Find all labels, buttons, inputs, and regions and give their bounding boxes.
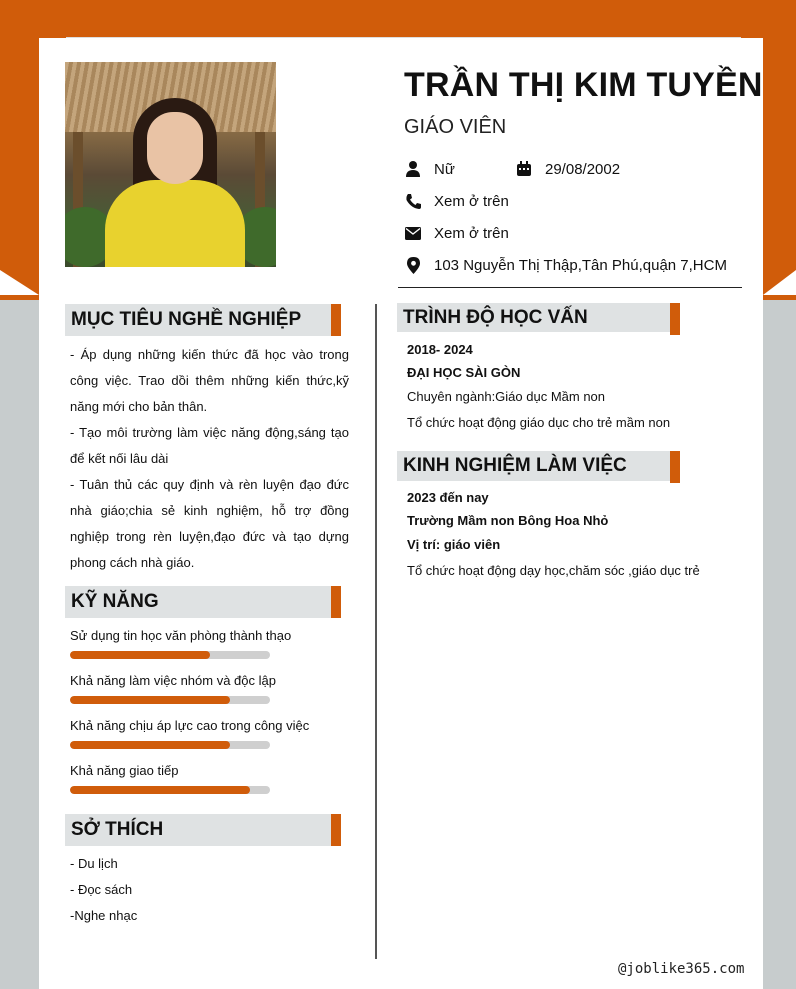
education-title: TRÌNH ĐỘ HỌC VẤN: [397, 303, 680, 332]
mail-icon: [404, 224, 422, 242]
profile-photo: [65, 62, 276, 267]
skill-label: Khả năng giao tiếp: [70, 763, 179, 778]
address-value: 103 Nguyễn Thị Thập,Tân Phú,quận 7,HCM: [434, 256, 727, 274]
skills-title: KỸ NĂNG: [65, 586, 341, 618]
education-major: Chuyên ngành:Giáo dục Mầm non: [407, 389, 606, 404]
top-line: [66, 37, 741, 38]
gender-row: [404, 160, 455, 178]
email-value: Xem ở trên: [434, 224, 509, 242]
skill-bar: [70, 651, 270, 659]
user-icon: [404, 160, 422, 178]
experience-company: Trường Mầm non Bông Hoa Nhỏ: [407, 513, 609, 528]
objective-title: MỤC TIÊU NGHỀ NGHIỆP: [65, 304, 341, 336]
objective-paragraph: - Tạo môi trường làm việc năng động,sáng tạo để kết nối lâu dài: [70, 425, 349, 466]
experience-position: Vị trí: giáo viên: [407, 537, 501, 552]
hobbies-title: SỞ THÍCH: [65, 814, 341, 846]
birthday-value: 29/08/2002: [545, 160, 621, 178]
objective-paragraph: - Tuân thủ các quy định và rèn luyện đạo đức nhà giáo;chia sẻ kinh nghiệm, hỗ trợ đồng nghiệp trong rèn luyện,đạo đức và tạo dựng phong cách nhà giáo.: [70, 477, 349, 570]
candidate-name: TRẦN THỊ KIM TUYỀN: [404, 66, 763, 104]
gender-value: Nữ: [434, 160, 455, 178]
right-notch: [763, 270, 796, 295]
experience-detail: Tổ chức hoạt động dạy học,chăm sóc ,giáo dục trẻ: [407, 563, 700, 578]
phone-row: [404, 192, 509, 210]
skill-bar: [70, 786, 270, 794]
experience-period: 2023 đến nay: [407, 490, 489, 505]
phone-icon: [404, 192, 422, 210]
column-divider: [375, 304, 377, 959]
education-detail: Tổ chức hoạt động giáo dục cho trẻ mầm non: [407, 415, 671, 430]
header-divider: [398, 287, 742, 288]
watermark: @joblike365.com: [618, 961, 745, 977]
calendar-icon: [515, 160, 533, 178]
hobby-item: -Nghe nhạc: [70, 908, 138, 923]
objective-paragraph: - Áp dụng những kiến thức đã học vào trong công việc. Trao dồi thêm những kiến thức,kỹ năng mới cho bản thân.: [70, 347, 349, 414]
birthday-row: [515, 160, 620, 178]
education-school: ĐẠI HỌC SÀI GÒN: [407, 365, 521, 380]
left-notch: [0, 270, 39, 295]
location-icon: [404, 256, 422, 274]
hobby-item: - Du lịch: [70, 856, 118, 871]
skill-bar: [70, 696, 270, 704]
job-title: GIÁO VIÊN: [404, 116, 507, 138]
email-row: [404, 224, 509, 242]
skill-label: Khả năng chịu áp lực cao trong công việc: [70, 718, 310, 733]
skill-label: Sử dụng tin học văn phòng thành thạo: [70, 628, 292, 643]
skill-label: Khả năng làm việc nhóm và độc lập: [70, 673, 276, 688]
address-row: [404, 256, 727, 274]
skill-bar: [70, 741, 270, 749]
phone-value: Xem ở trên: [434, 192, 509, 210]
hobby-item: - Đọc sách: [70, 882, 133, 897]
experience-title: KINH NGHIỆM LÀM VIỆC: [397, 451, 680, 481]
education-period: 2018- 2024: [407, 342, 473, 357]
objective-body: [70, 342, 349, 576]
